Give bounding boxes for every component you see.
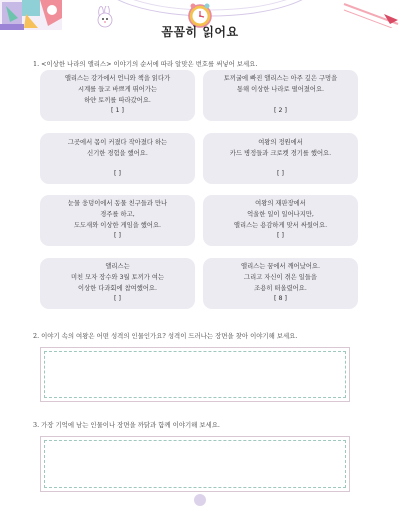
card-text: 토끼굴에 빠진 앨리스는 아주 깊은 구멍을 통해 이상한 나라로 떨어졌어요. <box>223 75 338 93</box>
question-2: 2. 이야기 속의 여왕은 어떤 성격의 인물인가요? 성격이 드러나는 장면을 찾아 이야기해 보세요. <box>33 332 298 340</box>
card-answer[interactable]: [ 8 ] <box>274 295 287 302</box>
story-card-6 <box>203 195 358 246</box>
card-text: 앨리스는 꿈에서 깨어났어요. 그리고 자신이 겪은 일들을 조용히 떠올렸어요. <box>241 263 320 292</box>
card-text: 여왕의 정원에서 카드 병정들과 크로켓 경기를 했어요. <box>229 139 332 157</box>
page-title: 꼼꼼히 읽어요 <box>161 25 239 39</box>
card-text: 앨리스는 강가에서 언니와 책을 읽다가 시계를 들고 바쁘게 뛰어가는 하얀 토끼를 따라갔어요. <box>64 75 171 104</box>
story-card-3 <box>40 133 195 184</box>
page-indicator <box>194 494 206 506</box>
story-card-7 <box>40 258 195 309</box>
story-card-5 <box>40 195 195 246</box>
card-answer[interactable]: [ ] <box>277 170 284 177</box>
card-text: 그곳에서 몸이 커졌다 작아졌다 하는 신기한 경험을 했어요. <box>67 139 168 157</box>
card-answer[interactable]: [ ] <box>114 295 121 302</box>
answer-box-inner <box>44 351 346 398</box>
card-answer[interactable]: [ ] <box>277 232 284 239</box>
story-card-1 <box>40 70 195 121</box>
card-answer[interactable]: [ ] <box>114 170 121 177</box>
story-card-4 <box>203 133 358 184</box>
answer-box-2[interactable] <box>40 347 350 402</box>
card-answer[interactable]: [ ] <box>114 232 121 239</box>
card-text: 눈물 웅덩이에서 동물 친구들과 만나 경주를 하고, 도도새와 이상한 게임을 했어요. <box>67 200 168 229</box>
question-3: 3. 가장 기억에 남는 인물이나 장면을 까닭과 함께 이야기해 보세요. <box>33 421 220 429</box>
card-answer[interactable]: [ 1 ] <box>111 107 124 114</box>
story-card-8 <box>203 258 358 309</box>
answer-box-3[interactable] <box>40 436 350 492</box>
card-text: 여왕의 재판장에서 억울한 일이 일어나지만, 앨리스는 용감하게 맞서 싸웠어요. <box>233 200 328 229</box>
card-answer[interactable]: [ 2 ] <box>274 107 287 114</box>
card-text: 앨리스는 미친 모자 장수와 3월 토끼가 여는 이상한 다과회에 참여했어요. <box>70 263 165 292</box>
story-card-2 <box>203 70 358 121</box>
question-1: 1. <이상한 나라의 앨리스> 이야기의 순서에 따라 알맞은 번호를 써넣어 보세요. <box>33 60 258 68</box>
answer-box-inner <box>44 440 346 488</box>
